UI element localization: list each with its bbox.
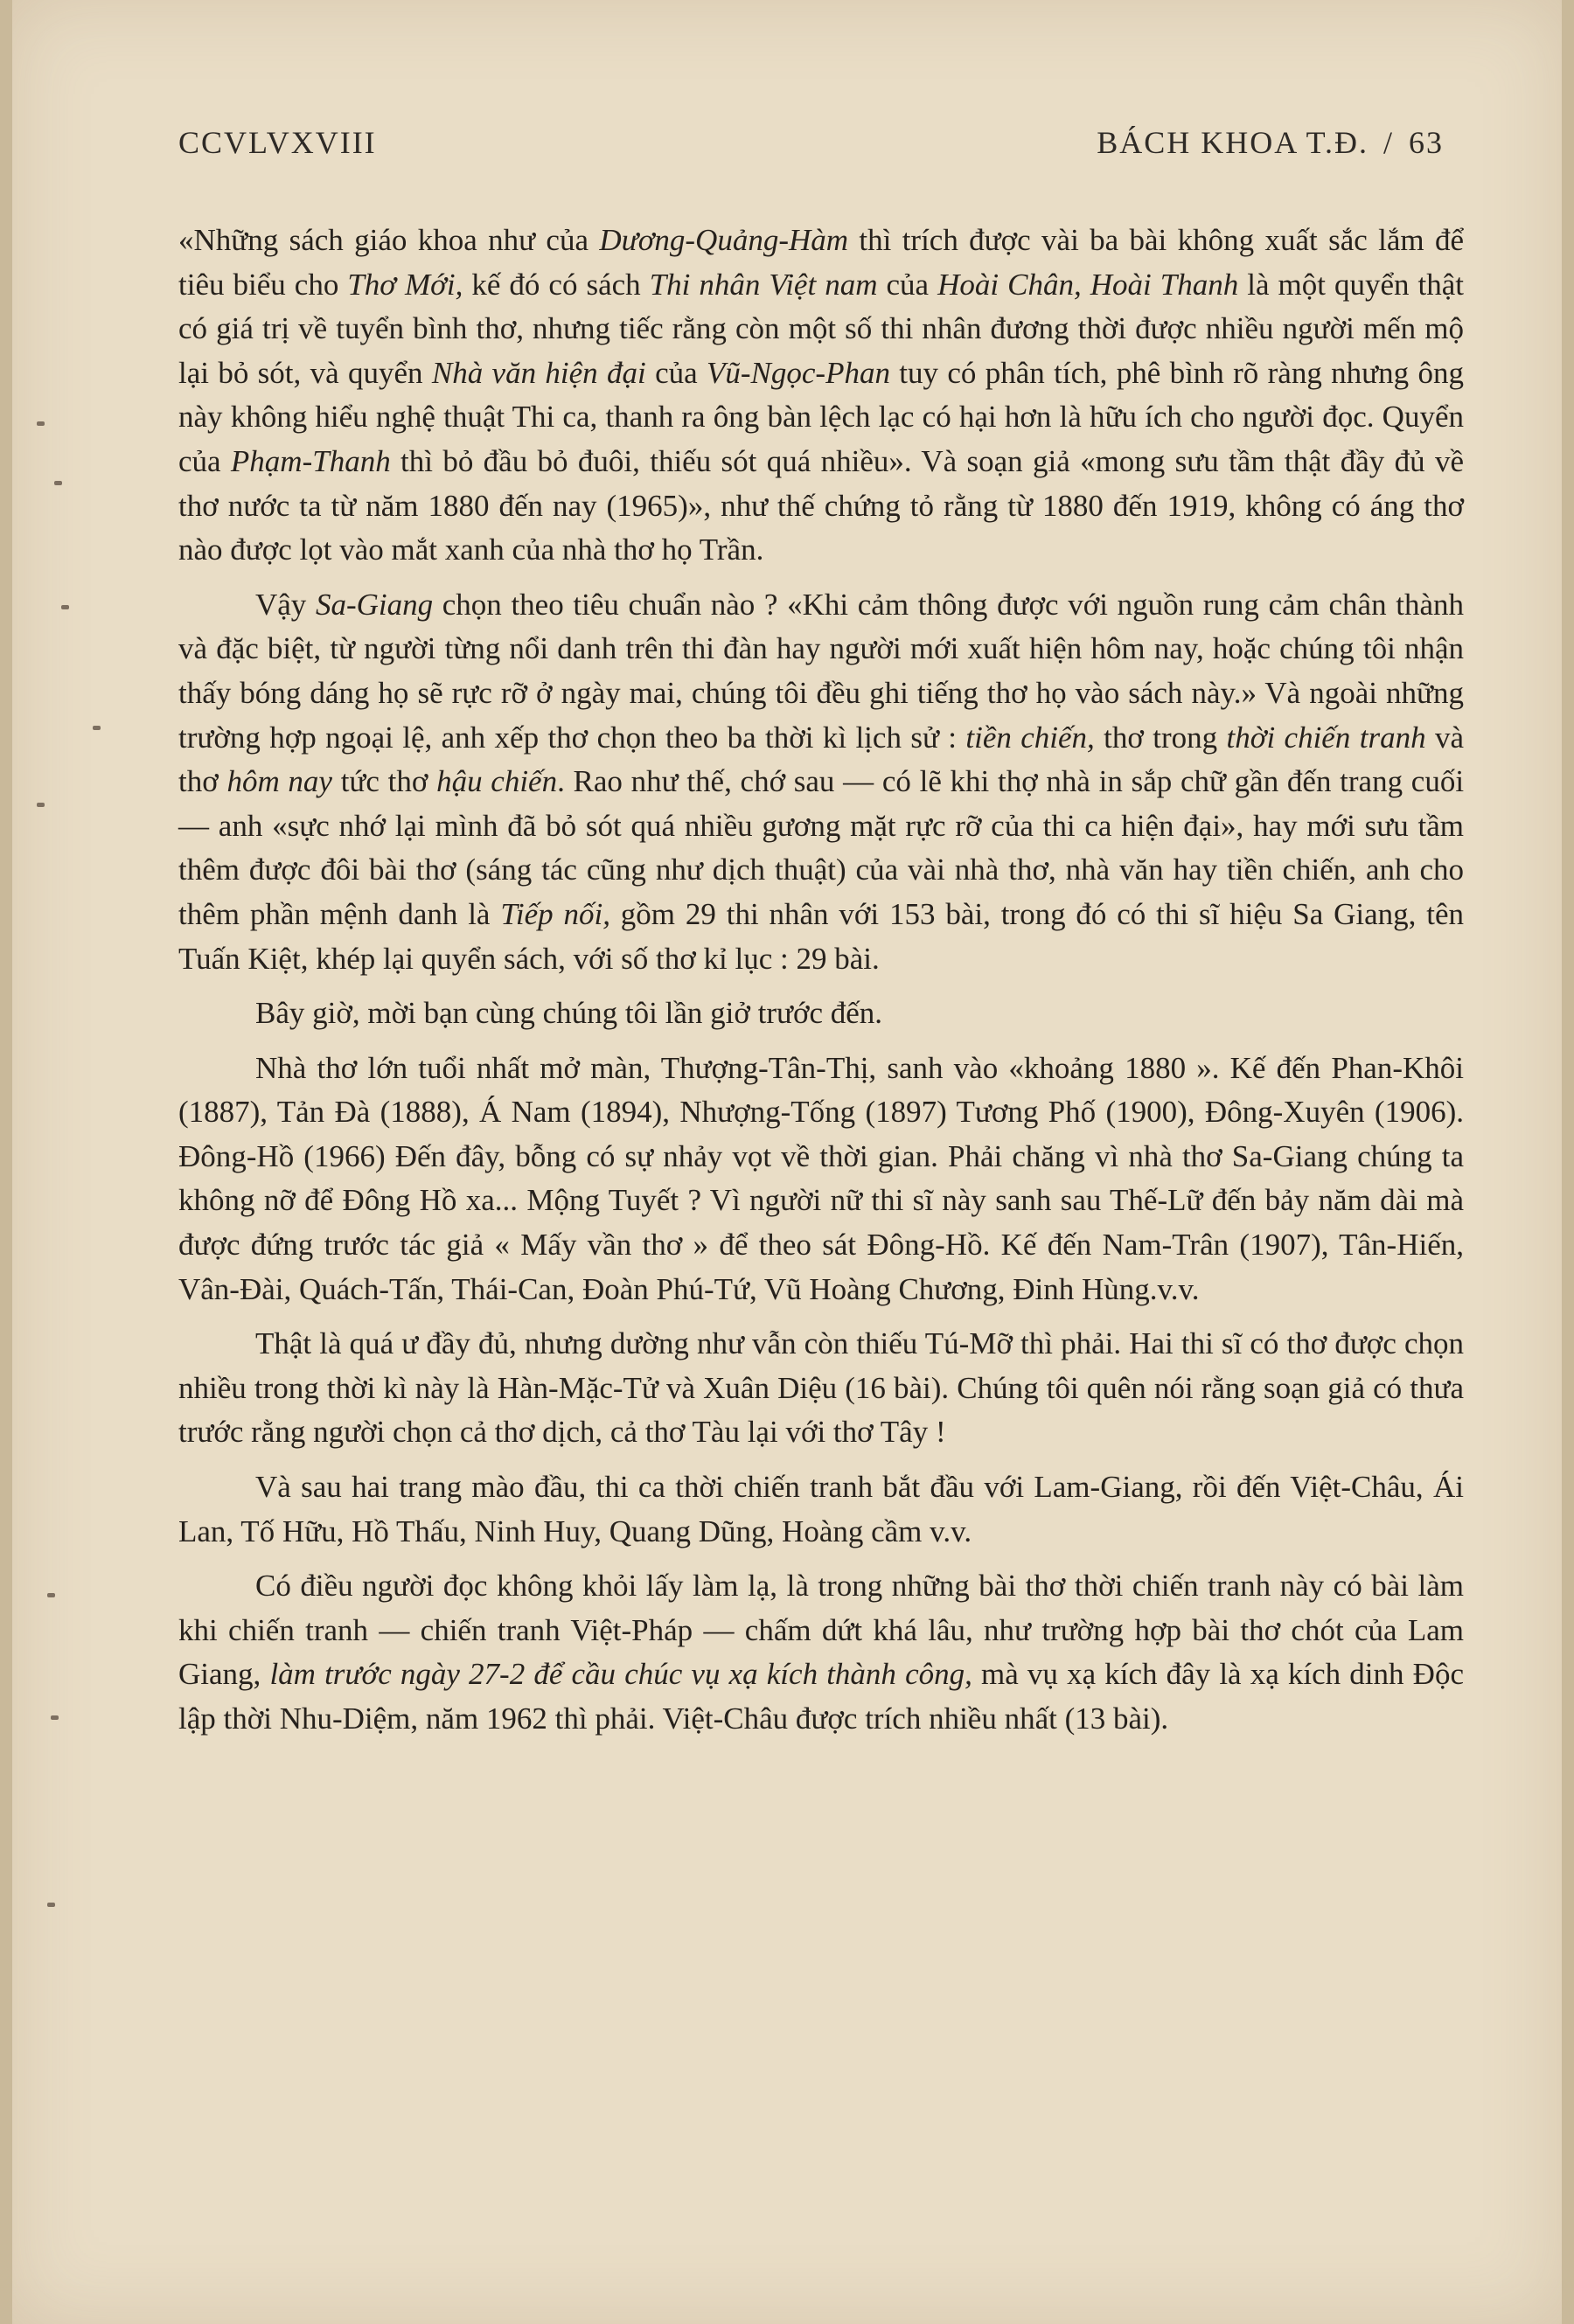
text-run: gồm 29 thi nhân với 153 bài, trong đó có thi sĩ hiệu Sa Giang, tên Tuấn Kiệt, khép lại quyển sách, với số thơ kỉ lục : 29 bài. [178,896,1464,976]
text-run: thì trích được vài ba bài không xuất sắc lắm để tiêu biểu cho [178,223,1464,302]
paragraph [178,219,1464,573]
header-separator: / [1382,125,1394,160]
italic-text: Phạm-Thanh [230,443,391,478]
margin-speck [54,481,62,485]
text-run: kế đó có sách [463,267,650,302]
italic-text: Tiếp nối, [500,896,610,931]
italic-text: Thi nhân Việt nam [649,267,878,302]
text-run: chọn theo tiêu chuẩn nào ? «Khi cảm thông được với nguồn rung cảm chân thành và đặc biệt, từ người từng nổi danh trên thi đàn hay người mới xuất hiện hôm nay, hoặc chúng tôi nhận thấy bóng dáng họ sẽ rực rỡ ở ngày mai, chúng tôi đều ghi tiếng thơ họ vào sách này.» Và ngoài những trường hợp ngoại lệ, anh xếp thơ chọn theo ba thời kì lịch sử : [178,587,1464,755]
header-right [1091,124,1444,161]
text-run: Vậy [255,587,316,622]
page-number: 63 [1409,125,1444,160]
margin-speck [37,803,45,807]
italic-text: hôm nay [226,764,332,799]
text-run: Thật là quá ư đầy đủ, nhưng dường như vẫn còn thiếu Tú-Mỡ thì phải. Hai thi sĩ có thơ được chọn nhiều trong thời kì này là Hàn-Mặc-Tử và Xuân Diệu (16 bài). Chúng tôi quên nói rằng soạn giả có thưa trước rằng người chọn cả thơ dịch, cả thơ Tàu lại với thơ Tây ! [178,1326,1464,1450]
margin-speck [47,1593,55,1597]
text-run: tuy có phân tích, phê bình rõ ràng nhưng ông này không hiểu nghệ thuật Thi ca, thanh ra ông bàn lệch lạc có hại hơn là hữu ích cho người đọc. Quyển của [178,355,1464,478]
margin-speck [37,421,45,426]
paragraph [178,992,1464,1036]
italic-text: Vũ-Ngọc-Phan [707,355,890,390]
paragraph [178,1564,1464,1741]
text-run: Nhà thơ lớn tuổi nhất mở màn, Thượng-Tân-Thị, sanh vào «khoảng 1880 ». Kế đến Phan-Khôi (1887), Tản Đà (1888), Á Nam (1894), Nhượng-Tống (1897) Tương Phố (1900), Đông-Xuyên (1906). Đông-Hồ (1966) Đến đây, bỗng có sự nhảy vọt về thời gian. Phải chăng vì nhà thơ Sa-Giang chúng ta không nỡ để Đông Hồ xa... Mộng Tuyết ? Vì người nữ thi sĩ này sanh sau Thế-Lữ đến bảy năm dài mà được đứng trước tác giả « Mấy vần thơ » để theo sát Đông-Hồ. Kế đến Nam-Trân (1907), Tân-Hiến, Vân-Đài, Quách-Tấn, Thái-Can, Đoàn Phú-Tứ, Vũ Hoàng Chương, Đinh Hùng.v.v. [178,1050,1464,1306]
italic-text: Nhà văn hiện đại [431,355,646,390]
text-run: thơ trong [1094,720,1227,755]
italic-text: tiền chiến, [965,720,1095,755]
italic-text: thời chiến tranh [1226,720,1426,755]
paragraph [178,1047,1464,1312]
italic-text: Hoài Chân, Hoài Thanh [937,267,1239,302]
running-header [178,124,1444,161]
header-title: BÁCH KHOA T.Đ. [1097,125,1369,160]
margin-speck [61,605,69,609]
italic-text: Sa-Giang [315,587,434,622]
text-run: thì bỏ đầu bỏ đuôi, thiếu sót quá nhiều». Và soạn giả «mong sưu tầm thật đầy đủ về thơ nước ta từ năm 1880 đến nay (1965)», như thế chứng tỏ rằng từ 1880 đến 1919, không có áng thơ nào được lọt vào mắt xanh của nhà thơ họ Trần. [178,443,1464,567]
book-page [12,0,1562,2324]
margin-speck [51,1715,59,1720]
text-run: là một quyển thật có giá trị về tuyển bình thơ, nhưng tiếc rằng còn một số thi nhân đương thời được nhiều người mến mộ lại bỏ sót, và quyển [178,267,1465,390]
text-run: Và sau hai trang mào đầu, thi ca thời chiến tranh bắt đầu với Lam-Giang, rồi đến Việt-Châu, Ái Lan, Tố Hữu, Hồ Thấu, Ninh Huy, Quang Dũng, Hoàng cầm v.v. [178,1470,1464,1548]
text-run: của [877,267,938,302]
text-run: mà vụ xạ kích đây là xạ kích dinh Độc lập thời Nhu-Diệm, năm 1962 thì phải. Việt-Châu được trích nhiều nhất (13 bài). [178,1657,1464,1736]
italic-text: hậu chiến [436,764,558,799]
italic-text: Dương-Quảng-Hàm [599,223,849,257]
italic-text: làm trước ngày 27-2 để cầu chúc vụ xạ kích thành công, [269,1657,972,1692]
text-run: của [645,355,707,390]
italic-text: Thơ Mới, [347,267,463,302]
margin-speck [93,726,101,730]
text-run: Có điều người đọc không khỏi lấy làm lạ, là trong những bài thơ thời chiến tranh này có bài làm khi chiến tranh — chiến tranh Việt-Pháp — chấm dứt khá lâu, như trường hợp bài thơ chót của Lam Giang, [178,1569,1464,1692]
text-run: «Những sách giáo khoa như của [178,223,600,257]
article-body [178,219,1464,1752]
paragraph [178,1322,1464,1455]
margin-speck [47,1903,55,1907]
text-run: Bây giờ, mời bạn cùng chúng tôi lần giở trước đến. [255,996,883,1031]
paragraph [178,1465,1464,1554]
text-run: tức thơ [331,764,437,799]
paragraph [178,583,1464,981]
text-run: và thơ [178,720,1464,799]
header-left-mark: CCVLVXVIII [178,125,377,160]
text-run: . Rao như thế, chớ sau — có lẽ khi thợ nhà in sắp chữ gần đến trang cuối — anh «sực nhớ lại mình đã bỏ sót quá nhiều gương mặt rực rỡ của thi ca hiện đại», hay mới sưu tầm thêm được đôi bài thơ (sáng tác cũng như dịch thuật) của vài nhà thơ, nhà văn hay tiền chiến, anh cho thêm phần mệnh danh là [178,764,1465,931]
